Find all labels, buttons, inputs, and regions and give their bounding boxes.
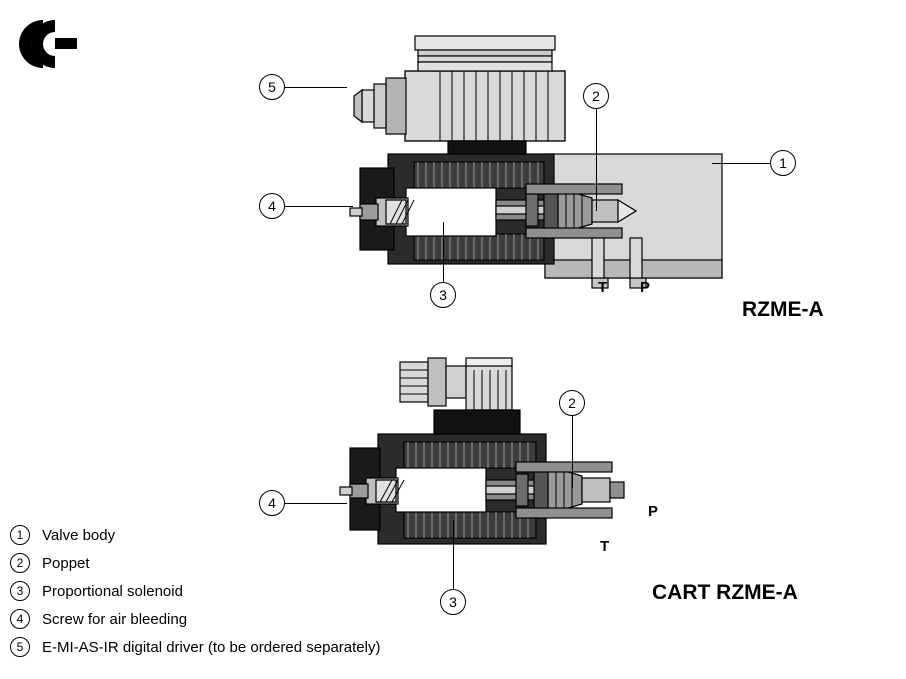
legend-label: E-MI-AS-IR digital driver (to be ordered separately): [42, 638, 381, 656]
legend-item: [10, 577, 530, 605]
ce-mark-icon: [10, 14, 100, 74]
callout-1-leader: [712, 163, 770, 164]
legend-item: [10, 633, 530, 661]
port-label-t-cart: T: [600, 538, 610, 555]
legend-number: 3: [10, 581, 30, 601]
port-label-p-cart: P: [648, 503, 659, 520]
callout-2-label: 2: [592, 88, 600, 104]
legend-label: Poppet: [42, 554, 90, 572]
callout-4-label: 4: [268, 198, 276, 214]
legend-label: Screw for air bleeding: [42, 610, 188, 628]
callout-4[interactable]: [259, 193, 285, 219]
callout-2-cart[interactable]: [559, 390, 585, 416]
callout-2-cart-label: 2: [568, 395, 576, 411]
callout-4-cart-leader: [285, 503, 347, 504]
legend-number: 2: [10, 553, 30, 573]
callout-2-leader: [596, 109, 597, 211]
ce-marking: [10, 14, 100, 74]
legend-label: Valve body: [42, 526, 116, 544]
port-label-p-rzme: P: [640, 279, 651, 296]
callout-5[interactable]: [259, 74, 285, 100]
callout-1-label: 1: [779, 155, 787, 171]
legend-number: 5: [10, 637, 30, 657]
callout-4-cart-label: 4: [268, 495, 276, 511]
callout-3-cart-label: 3: [449, 594, 457, 610]
figure-rzme-a: [330, 28, 750, 288]
callout-2[interactable]: [583, 83, 609, 109]
legend-item: [10, 521, 530, 549]
legend-number: 4: [10, 609, 30, 629]
legend-item: [10, 605, 530, 633]
callout-5-leader: [285, 87, 347, 88]
legend-number: 1: [10, 525, 30, 545]
legend-label: Proportional solenoid: [42, 582, 183, 600]
port-label-t-rzme: T: [598, 279, 608, 296]
legend-item: [10, 549, 530, 577]
callout-4-leader: [285, 206, 353, 207]
callout-1[interactable]: [770, 150, 796, 176]
figure-title-cart-rzme-a: CART RZME-A: [652, 581, 798, 604]
legend: [10, 521, 530, 661]
callout-5-label: 5: [268, 79, 276, 95]
callout-4-cart[interactable]: [259, 490, 285, 516]
callout-3-label: 3: [439, 287, 447, 303]
callout-2-cart-leader: [572, 416, 573, 488]
rzme-a-drawing: [330, 28, 750, 290]
callout-3[interactable]: [430, 282, 456, 308]
figure-title-rzme-a: RZME-A: [742, 298, 824, 321]
callout-3-leader: [443, 222, 444, 282]
